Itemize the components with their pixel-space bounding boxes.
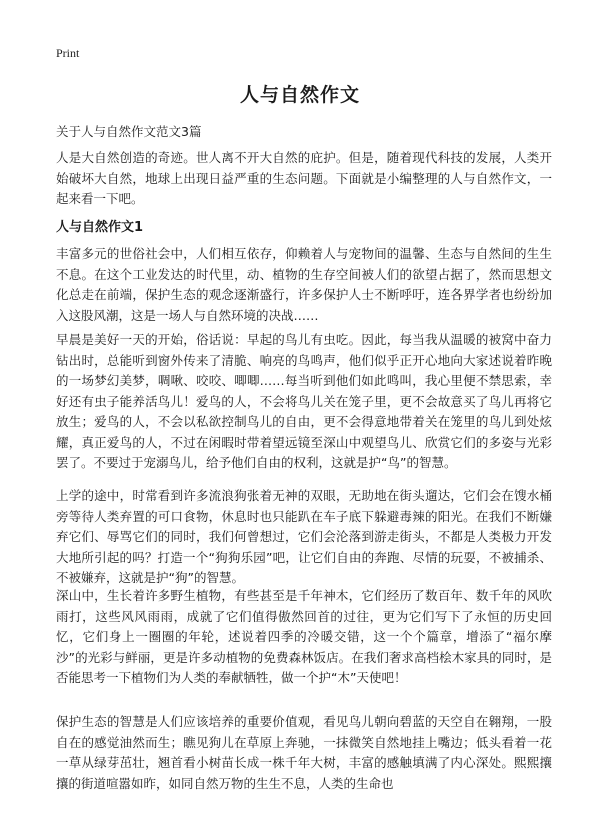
section-heading: 人与自然作文1: [56, 220, 144, 235]
paragraph-5: 保护生态的智慧是人们应该培养的重要价值观，看见鸟儿朝向碧蓝的天空自在翱翔，一股自在的感觉油然而生；瞧见狗儿在草原上奔驰，一抹微笑自然地挂上嘴边；低头看着一花一草从绿芽茁壮，翘首看小树苗长成一株千年大树，丰富的感触填满了内心深处。熙熙攘攘的街道喧嚣如昨，如同自然万物的生生不息，人类的生命也: [56, 714, 552, 791]
paragraph-2: 早晨是美好一天的开始，俗话说：早起的鸟儿有虫吃。因此，每当我从温暖的被窝中奋力钻出时，总能听到窗外传来了清脆、响亮的鸟鸣声，他们似乎正开心地向大家述说着昨晚的一场梦幻美梦，啁啾、咬咬、唧唧……每当听到他们如此鸣叫，我心里便不禁思索，幸好还有虫子能养活鸟儿！爱鸟的人，不会将鸟儿关在笼子里，更不会故意买了鸟儿再将它放生；爱鸟的人，不会以私欲控制鸟儿的自由，更不会得意地带着关在笼里的鸟儿到处炫耀，真正爱鸟的人，不过在闲暇时带着望远镜至深山中观望鸟儿、欣赏它们的多姿与光彩罢了。不要过于宠溺鸟儿，给予他们自由的权利，这就是护“鸟”的智慧。: [56, 332, 552, 470]
article-subtitle: 关于人与自然作文范文3篇: [56, 124, 202, 139]
print-label[interactable]: Print: [56, 46, 80, 60]
paragraph-3: 上学的途中，时常看到许多流浪狗张着无神的双眼，无助地在街头遛达，它们会在馊水桶旁等待人类弃置的可口食物，休息时也只能趴在车子底下躲避毒辣的阳光。在我们不断嫌弃它们、辱骂它们的同时，我们何曾想过，它们会沦落到游走街头，不都是人类极力开发大地所引起的吗？打造一个“狗狗乐园”吧，让它们自由的奔跑、尽情的玩耍，不被捕杀、不被嫌弃，这就是护“狗”的智慧。: [56, 488, 552, 585]
paragraph-4: 深山中，生长着许多野生植物，有些甚至是千年神木，它们经历了数百年、数千年的风吹雨打，这些风风雨雨，成就了它们值得傲然回首的过往，更为它们写下了永恒的历史回忆，它们身上一圈圈的年轮，述说着四季的冷暖交错，这一个个篇章，增添了“福尔摩沙”的光彩与鲜丽，更是许多动植物的免费森林饭店。在我们奢求高档桧木家具的同时，是否能思考一下植物们为人类的奉献牺牲，做一个护“木”天使吧！: [56, 588, 552, 685]
paragraph-1: 丰富多元的世俗社会中，人们相互依存，仰赖着人与宠物间的温馨、生态与自然间的生生不息。在这个工业发达的时代里，动、植物的生存空间被人们的欲望占据了，然而思想文化总走在前端，保护生态的观念逐渐盛行，许多保护人士不断呼吁，连各界学者也纷纷加入这股风潮，这是一场人与自然环境的决战……: [56, 246, 552, 323]
intro-paragraph: 人是大自然创造的奇迹。世人离不开大自然的庇护。但是，随着现代科技的发展，人类开始破坏大自然，地球上出现日益严重的生态问题。下面就是小编整理的人与自然作文，一起来看一下吧。: [56, 150, 552, 206]
article-title: 人与自然作文: [239, 84, 360, 106]
